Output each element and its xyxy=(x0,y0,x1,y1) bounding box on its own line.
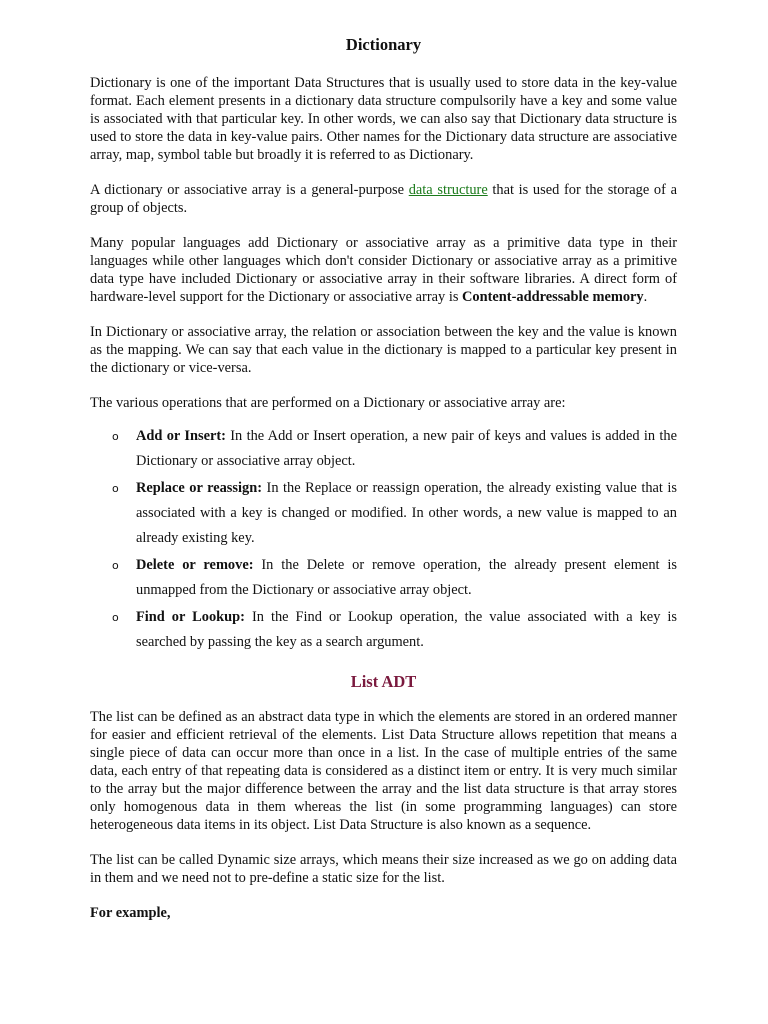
operation-description: In the Find or Lookup operation, the value associated with a key is searched by passing the key as a search argument. xyxy=(136,609,677,650)
data-structure-link[interactable]: data structure xyxy=(408,182,488,198)
list-item xyxy=(90,424,677,474)
bold-term: Content-addressable memory xyxy=(462,289,644,305)
operation-description: In the Delete or remove operation, the already present element is unmapped from the Dictionary or associative array object. xyxy=(136,557,677,598)
operation-description: In the Replace or reassign operation, the already existing value that is associated with a key is changed or modified. In other words, a new value is mapped to an already existing key. xyxy=(136,480,678,546)
paragraph-general-purpose xyxy=(90,181,677,217)
bullet-icon: o xyxy=(112,611,119,624)
bullet-icon: o xyxy=(112,482,119,495)
paragraph-operations-intro: The various operations that are performed on a Dictionary or associative array are: xyxy=(90,395,566,411)
paragraph-mapping: In Dictionary or associative array, the relation or association between the key and the value is known as the mapping. We can say that each value in the dictionary is mapped to a particular key present in the dictionary or vice-versa. xyxy=(90,324,677,376)
section-heading-list-adt: List ADT xyxy=(350,672,417,691)
operation-description: In the Add or Insert operation, a new pair of keys and values is added in the Dictionary or associative array object. xyxy=(136,428,677,469)
paragraph-list-definition: The list can be defined as an abstract data type in which the elements are stored in an ordered manner for easier and efficient retrieval of the elements. List Data Structure allows repetition that means a single piece of data can occur more than once in a list. In the case of multiple entries of the same data, each entry of that repeating data is considered as a distinct item or entry. It is very much similar to the array but the major difference between the array and the list data structure is that array stores only homogenous data in them whereas the list (in some programming languages) can store heterogeneous data items in its object. List Data Structure is also known as a sequence. xyxy=(90,709,677,833)
paragraph-text: A dictionary or associative array is a general-purpose xyxy=(90,182,409,198)
paragraph-languages xyxy=(90,234,677,306)
document-content xyxy=(90,32,677,939)
page-title: Dictionary xyxy=(345,35,422,54)
operation-name: Delete or remove: xyxy=(136,557,254,573)
operation-name: Add or Insert: xyxy=(136,428,226,444)
list-item xyxy=(90,553,677,603)
operation-name: Find or Lookup: xyxy=(136,609,245,625)
paragraph-text: Many popular languages add Dictionary or associative array as a primitive data type in their languages while other languages which don't consider Dictionary or associative array as a primitive data type have included Dictionary or associative array in their software libraries. A direct form of hardware-level support for the Dictionary or associative array is xyxy=(90,235,677,305)
bullet-icon: o xyxy=(112,430,119,443)
paragraph-text: that is used for the storage of a group of objects. xyxy=(90,182,677,216)
paragraph-intro: Dictionary is one of the important Data Structures that is usually used to store data in the key-value format. Each element presents in a dictionary data structure compulsorily have a key and some value is associated with that particular key. In other words, we can also say that Dictionary data structure is used to store the data in key-value pairs. Other names for the Dictionary data structure are associative array, map, symbol table but broadly it is referred to as Dictionary. xyxy=(90,75,677,163)
example-label: For example, xyxy=(90,905,171,921)
paragraph-dynamic-arrays: The list can be called Dynamic size arrays, which means their size increased as we go on adding data in them and we need not to pre-define a static size for the list. xyxy=(90,852,677,886)
paragraph-text: . xyxy=(643,289,648,305)
operations-list xyxy=(90,424,677,655)
list-item xyxy=(90,476,677,551)
list-item xyxy=(90,605,677,655)
bullet-icon: o xyxy=(112,559,119,572)
operation-name: Replace or reassign: xyxy=(136,480,263,496)
